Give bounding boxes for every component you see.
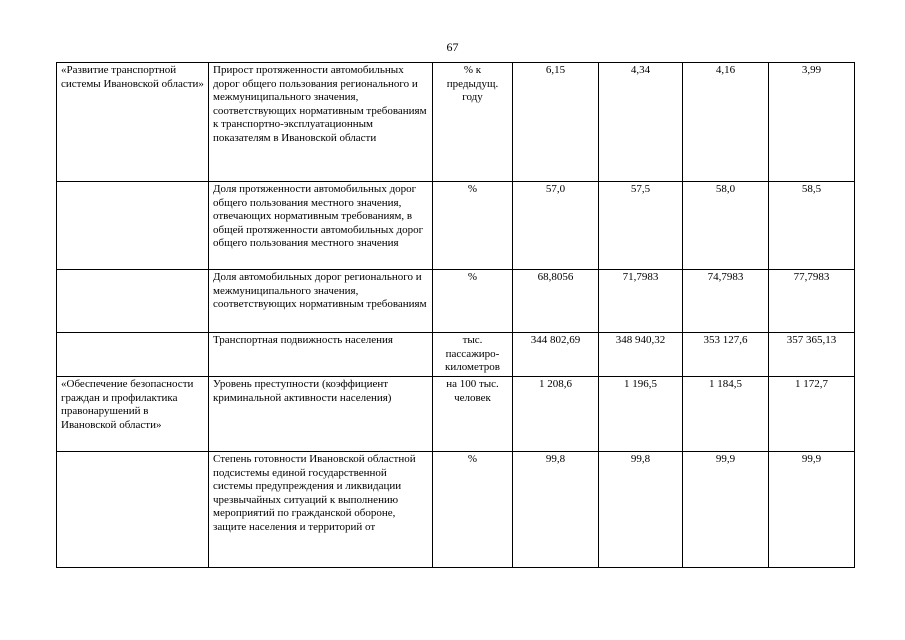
program-name-cell [57,333,209,377]
value-cell-year3: 74,7983 [683,270,769,333]
value-cell-year3: 353 127,6 [683,333,769,377]
value-cell-year2: 99,8 [599,452,683,568]
value-cell-year3: 4,16 [683,63,769,182]
unit-cell: на 100 тыс. человек [433,377,513,452]
value-cell-year3: 58,0 [683,182,769,270]
table-row [57,377,855,452]
indicator-name-cell: Прирост протяженности автомобильных дорог общего пользования регионального и межмуниципального значения, соответствующих нормативным требованиям к транспортно-эксплуатационным показателям в Ивановской области [209,63,433,182]
unit-cell: % [433,452,513,568]
value-cell-year2: 57,5 [599,182,683,270]
unit-cell: % [433,182,513,270]
table-row [57,333,855,377]
value-cell-year4: 1 172,7 [769,377,855,452]
table-row [57,63,855,182]
program-name-cell: «Развитие транспортной системы Ивановской области» [57,63,209,182]
value-cell-year1: 6,15 [513,63,599,182]
value-cell-year1: 68,8056 [513,270,599,333]
page-number: 67 [446,40,459,54]
value-cell-year3: 1 184,5 [683,377,769,452]
indicator-name-cell: Степень готовности Ивановской областной подсистемы единой государственной системы предупреждения и ликвидации чрезвычайных ситуаций к выполнению мероприятий по гражданской обороне, защите населения и территорий от [209,452,433,568]
value-cell-year1: 57,0 [513,182,599,270]
indicator-name-cell: Доля автомобильных дорог регионального и межмуниципального значения, соответствующих нормативным требованиям [209,270,433,333]
table-row [57,182,855,270]
table-row [57,270,855,333]
program-name-cell: «Обеспечение безопасности граждан и профилактика правонарушений в Ивановской области» [57,377,209,452]
value-cell-year1: 99,8 [513,452,599,568]
value-cell-year2: 1 196,5 [599,377,683,452]
value-cell-year4: 3,99 [769,63,855,182]
program-name-cell [57,270,209,333]
value-cell-year4: 99,9 [769,452,855,568]
program-name-cell [57,452,209,568]
value-cell-year1: 1 208,6 [513,377,599,452]
value-cell-year3: 99,9 [683,452,769,568]
indicator-name-cell: Транспортная подвижность населения [209,333,433,377]
indicator-name-cell: Доля протяженности автомобильных дорог общего пользования местного значения, отвечающих нормативным требованиям, в общей протяженности автомобильных дорог общего пользования местного значения [209,182,433,270]
unit-cell: тыс. пассажиро-километров [433,333,513,377]
value-cell-year4: 58,5 [769,182,855,270]
value-cell-year2: 71,7983 [599,270,683,333]
value-cell-year2: 348 940,32 [599,333,683,377]
value-cell-year4: 357 365,13 [769,333,855,377]
table-row [57,452,855,568]
indicators-table [56,62,855,568]
unit-cell: % к предыдущ. году [433,63,513,182]
program-name-cell [57,182,209,270]
value-cell-year1: 344 802,69 [513,333,599,377]
indicator-name-cell: Уровень преступности (коэффициент криминальной активности населения) [209,377,433,452]
value-cell-year2: 4,34 [599,63,683,182]
value-cell-year4: 77,7983 [769,270,855,333]
unit-cell: % [433,270,513,333]
